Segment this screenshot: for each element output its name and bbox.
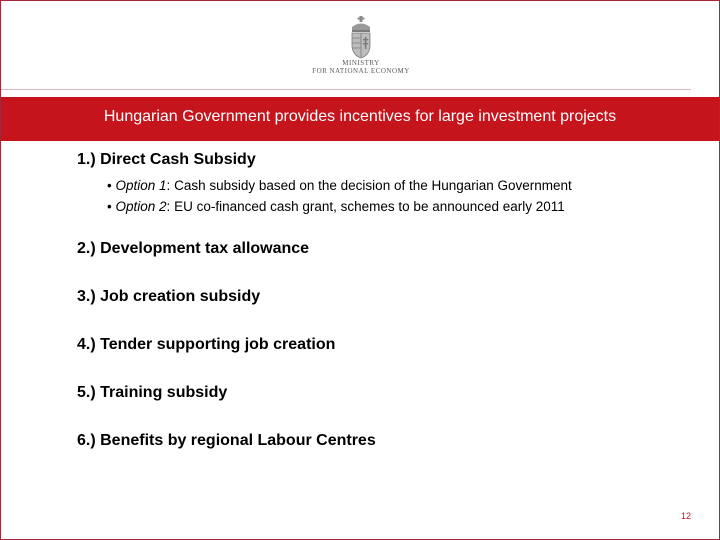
ministry-name-line-2: FOR NATIONAL ECONOMY [312,67,410,75]
option-separator: : [166,178,171,193]
list-item-job-creation-subsidy: 3.) Job creation subsidy [77,288,261,305]
list-item-direct-cash-subsidy: 1.) Direct Cash Subsidy [77,151,256,168]
bullet: • [107,178,112,193]
ministry-logo [301,15,421,83]
option-text: EU co-financed cash grant, schemes to be announced early 2011 [170,199,565,214]
title-banner [1,97,719,141]
slide-title: Hungarian Government provides incentives for large investment projects [103,108,617,125]
page-number: 12 [680,511,691,521]
ministry-name-line-1: MINISTRY [342,59,380,67]
sub-item-option-2 [107,199,565,214]
hungarian-coat-of-arms-icon [346,15,376,59]
option-text: Cash subsidy based on the decision of the Hungarian Government [170,178,572,193]
sub-item-option-1 [107,178,572,193]
list-item-benefits-regional-labour-centres: 6.) Benefits by regional Labour Centres [77,432,376,449]
list-item-tender-supporting-job-creation: 4.) Tender supporting job creation [77,336,336,353]
option-label: Option 2 [115,199,167,214]
header-divider [1,89,691,90]
option-separator: : [166,199,171,214]
list-item-training-subsidy: 5.) Training subsidy [77,384,228,401]
list-item-development-tax-allowance: 2.) Development tax allowance [77,240,310,257]
option-label: Option 1 [115,178,167,193]
bullet: • [107,199,112,214]
